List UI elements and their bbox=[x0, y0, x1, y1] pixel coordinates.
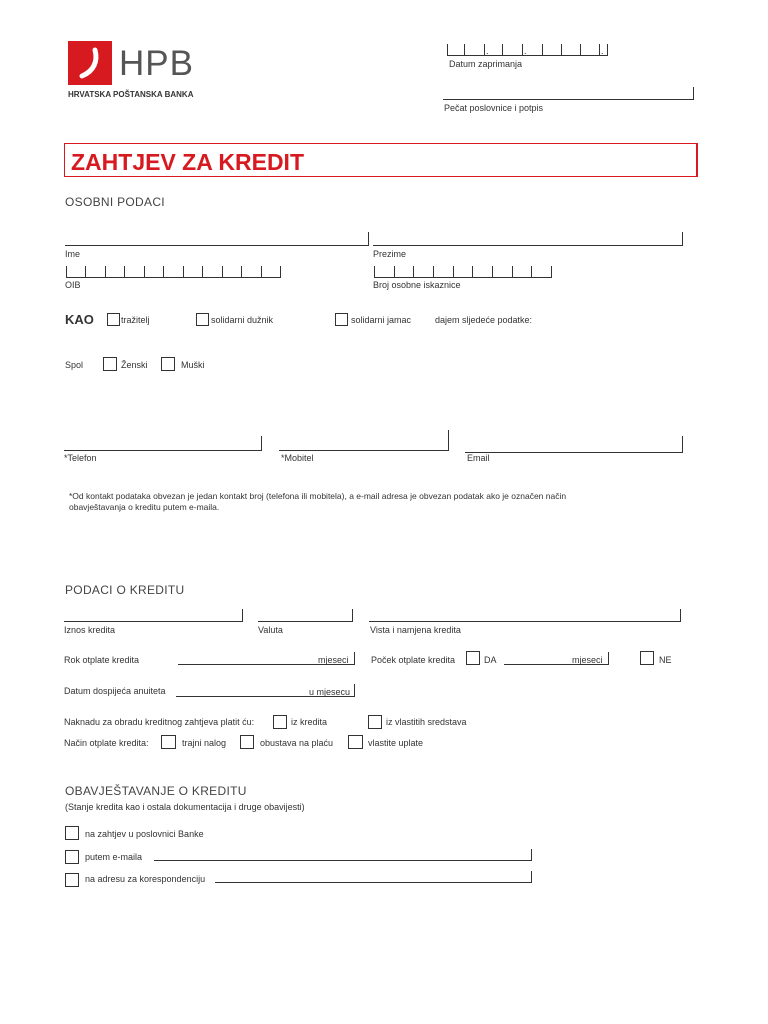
start-no-label: NE bbox=[659, 655, 672, 665]
gender-female-checkbox[interactable] bbox=[103, 357, 117, 371]
term-unit: mjeseci bbox=[318, 655, 349, 665]
notify-address-label: na adresu za korespondenciju bbox=[85, 874, 206, 884]
repay-standing-order-checkbox[interactable] bbox=[161, 735, 176, 749]
last-name-label: Prezime bbox=[373, 249, 407, 259]
phone-label: *Telefon bbox=[64, 453, 97, 463]
id-card-label: Broj osobne iskaznice bbox=[373, 280, 461, 290]
contact-note-line2: obavještavanja o kreditu putem e-maila. bbox=[69, 502, 220, 512]
first-name-label: Ime bbox=[65, 249, 81, 259]
hpb-logo bbox=[68, 41, 208, 101]
gender-male-checkbox[interactable] bbox=[161, 357, 175, 371]
notify-email-checkbox[interactable] bbox=[65, 850, 79, 864]
repay-label: Način otplate kredita: bbox=[64, 738, 149, 748]
currency-label: Valuta bbox=[258, 625, 283, 635]
section-notify-title: OBAVJEŠTAVANJE O KREDITU bbox=[65, 784, 247, 798]
last-name-field[interactable] bbox=[373, 232, 682, 246]
section-credit-title: PODACI O KREDITU bbox=[65, 583, 185, 597]
role-guarantor-checkbox[interactable] bbox=[335, 313, 348, 326]
start-yes-checkbox[interactable] bbox=[466, 651, 480, 665]
phone-field[interactable] bbox=[64, 437, 261, 451]
contact-note-line1: *Od kontakt podataka obvezan je jedan kontakt broj (telefona ili mobitela), a e-mail adresa je obvezan podatak ako je označen način bbox=[69, 491, 567, 501]
oib-label: OIB bbox=[65, 280, 81, 290]
due-date-unit: u mjesecu bbox=[309, 687, 351, 697]
credit-amount-label: Iznos kredita bbox=[64, 625, 116, 635]
notify-address-checkbox[interactable] bbox=[65, 873, 79, 887]
logo-wordmark: HPB bbox=[119, 44, 194, 83]
repay-salary-label: obustava na plaću bbox=[260, 738, 334, 748]
start-yes-label: DA bbox=[484, 655, 497, 665]
date-received-boxes[interactable]: . . . bbox=[447, 42, 607, 56]
fee-from-credit-label: iz kredita bbox=[291, 717, 328, 727]
credit-amount-field[interactable] bbox=[64, 608, 242, 622]
gender-male-label: Muški bbox=[181, 360, 205, 370]
role-applicant-checkbox[interactable] bbox=[107, 313, 120, 326]
credit-type-field[interactable] bbox=[369, 608, 680, 622]
role-codebtor-checkbox[interactable] bbox=[196, 313, 209, 326]
credit-type-label: Vista i namjena kredita bbox=[370, 625, 461, 635]
currency-field[interactable] bbox=[258, 608, 352, 622]
section-notify-subtitle: (Stanje kredita kao i ostala dokumentacija i druge obavijesti) bbox=[65, 802, 305, 812]
fee-label: Naknadu za obradu kreditnog zahtjeva platit ću: bbox=[64, 717, 255, 727]
start-label: Poček otplate kredita bbox=[371, 655, 456, 665]
due-date-label: Datum dospijeća anuiteta bbox=[64, 686, 166, 696]
date-received-label: Datum zaprimanja bbox=[449, 59, 523, 69]
start-unit: mjeseci bbox=[572, 655, 603, 665]
logo-bank-name: HRVATSKA POŠTANSKA BANKA bbox=[68, 90, 194, 99]
id-card-field[interactable] bbox=[374, 264, 551, 278]
notify-branch-checkbox[interactable] bbox=[65, 826, 79, 840]
notify-email-label: putem e-maila bbox=[85, 852, 143, 862]
repay-salary-checkbox[interactable] bbox=[240, 735, 254, 749]
gender-label: Spol bbox=[65, 360, 84, 370]
fee-own-funds-label: iz vlastitih sredstava bbox=[386, 717, 467, 727]
section-personal-title: OSOBNI PODACI bbox=[65, 195, 165, 209]
oib-field[interactable] bbox=[66, 264, 280, 278]
mobile-label: *Mobitel bbox=[281, 453, 314, 463]
form-title: ZAHTJEV ZA KREDIT bbox=[71, 149, 304, 175]
term-label: Rok otplate kredita bbox=[64, 655, 140, 665]
notify-branch-label: na zahtjev u poslovnici Banke bbox=[85, 829, 204, 839]
role-suffix-text: dajem sljedeće podatke: bbox=[435, 315, 533, 325]
start-no-checkbox[interactable] bbox=[640, 651, 654, 665]
role-label: KAO bbox=[65, 312, 94, 327]
fee-own-funds-checkbox[interactable] bbox=[368, 715, 382, 729]
stamp-signature-line[interactable] bbox=[443, 87, 694, 100]
repay-own-checkbox[interactable] bbox=[348, 735, 363, 749]
gender-female-label: Ženski bbox=[121, 360, 148, 370]
fee-from-credit-checkbox[interactable] bbox=[273, 715, 287, 729]
role-guarantor-label: solidarni jamac bbox=[351, 315, 412, 325]
email-field[interactable] bbox=[465, 437, 682, 453]
role-codebtor-label: solidarni dužnik bbox=[211, 315, 274, 325]
stamp-signature-label: Pečat poslovnice i potpis bbox=[444, 103, 544, 113]
title-box bbox=[64, 143, 698, 177]
notify-email-field[interactable] bbox=[154, 849, 531, 861]
first-name-field[interactable] bbox=[65, 232, 368, 246]
logo-mark bbox=[68, 41, 112, 85]
email-label: Email bbox=[467, 453, 490, 463]
role-applicant-label: tražitelj bbox=[121, 315, 150, 325]
mobile-field[interactable] bbox=[279, 437, 448, 451]
repay-standing-order-label: trajni nalog bbox=[182, 738, 227, 748]
notify-address-field[interactable] bbox=[215, 871, 531, 883]
repay-own-label: vlastite uplate bbox=[368, 738, 424, 748]
